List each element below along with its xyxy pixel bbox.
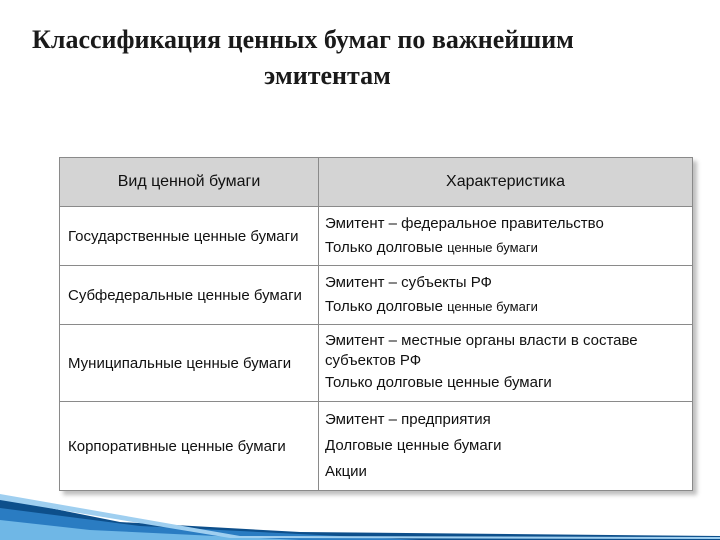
characteristic-text: Только долговые bbox=[325, 239, 448, 256]
characteristic-text: Эмитент – предприятия bbox=[325, 411, 491, 428]
characteristic-line bbox=[325, 212, 686, 236]
characteristic-text: Долговые ценные бумаги bbox=[325, 437, 502, 454]
slide-title bbox=[20, 22, 660, 94]
characteristic-line bbox=[325, 371, 686, 395]
type-cell-state: Государственные ценные бумаги bbox=[60, 207, 319, 266]
header-type: Вид ценной бумаги bbox=[60, 158, 319, 207]
table-row bbox=[60, 402, 693, 491]
type-cell-subfederal: Субфедеральные ценные бумаги bbox=[60, 266, 319, 325]
type-cell-corporate: Корпоративные ценные бумаги bbox=[60, 402, 319, 491]
table-row bbox=[60, 266, 693, 325]
characteristic-cell bbox=[319, 266, 693, 325]
table-header-row bbox=[60, 158, 693, 207]
slide-title-line-1: Классификация ценных бумаг по важнейшим bbox=[32, 25, 574, 54]
characteristic-text: Эмитент – субъекты РФ bbox=[325, 274, 492, 291]
characteristic-line bbox=[325, 295, 686, 319]
characteristic-text: Только долговые bbox=[325, 298, 448, 315]
characteristic-cell bbox=[319, 325, 693, 402]
characteristic-text: Акции bbox=[325, 463, 367, 480]
characteristic-cell bbox=[319, 207, 693, 266]
characteristic-text: Эмитент – федеральное правительство bbox=[325, 215, 604, 232]
characteristic-small-text: ценные бумаги bbox=[447, 240, 538, 255]
characteristic-line bbox=[325, 407, 686, 433]
characteristic-text: Только долговые ценные бумаги bbox=[325, 374, 552, 391]
header-characteristic: Характеристика bbox=[319, 158, 693, 207]
characteristic-line bbox=[325, 433, 686, 459]
table-row bbox=[60, 325, 693, 402]
table-row bbox=[60, 207, 693, 266]
characteristic-line bbox=[325, 459, 686, 485]
characteristic-cell bbox=[319, 402, 693, 491]
characteristic-line bbox=[325, 271, 686, 295]
characteristic-small-text: ценные бумаги bbox=[447, 299, 538, 314]
characteristic-line bbox=[325, 331, 686, 371]
characteristic-text: Эмитент – местные органы власти в составе субъектов РФ bbox=[325, 332, 638, 369]
slide-title-line-2: эмитентам bbox=[264, 61, 391, 90]
type-cell-municipal: Муниципальные ценные бумаги bbox=[60, 325, 319, 402]
classification-table bbox=[59, 157, 693, 491]
characteristic-line bbox=[325, 236, 686, 260]
